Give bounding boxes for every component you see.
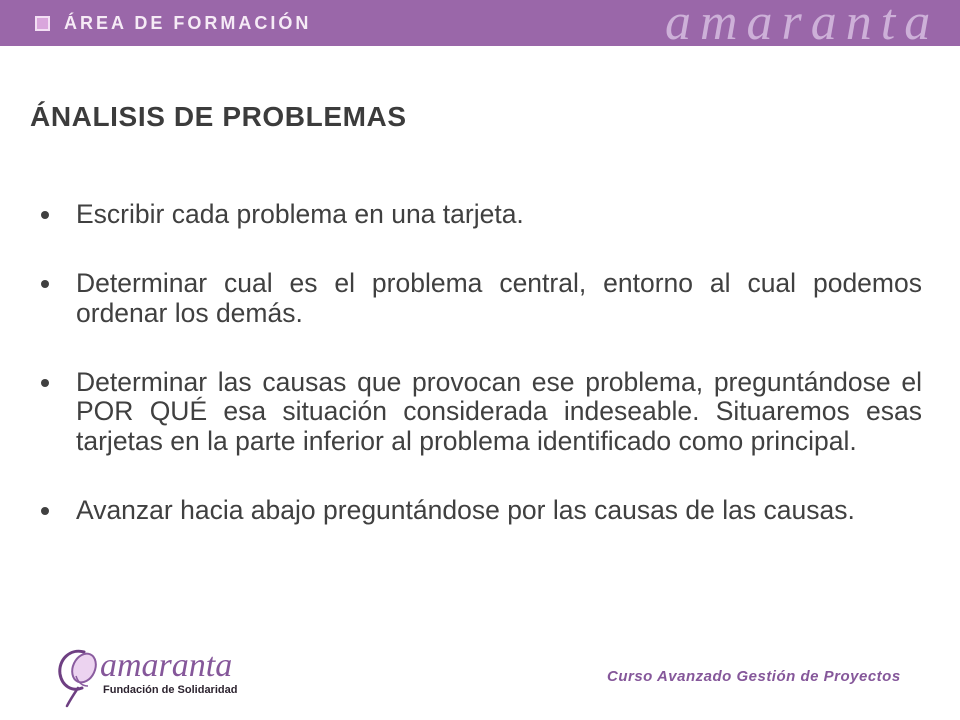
list-item bbox=[38, 496, 922, 526]
bullet-text: Determinar las causas que provocan ese problema, preguntándose el POR QUÉ esa situación considerada indeseable. Situaremos esas tarjetas en la parte inferior al problema identificado como principal. bbox=[76, 366, 922, 456]
lotus-figure-icon bbox=[54, 646, 102, 708]
square-bullet-icon bbox=[35, 16, 50, 31]
course-name: Curso Avanzado Gestión de Proyectos bbox=[607, 668, 901, 685]
bullet-list bbox=[38, 200, 922, 525]
list-item bbox=[38, 368, 922, 457]
section-title: ÁREA DE FORMACIÓN bbox=[64, 13, 312, 33]
header-bar bbox=[0, 0, 960, 46]
bullet-icon bbox=[41, 280, 49, 288]
slide-title: ÁNALISIS DE PROBLEMAS bbox=[30, 101, 407, 132]
footer-logo bbox=[54, 646, 244, 708]
icon-inner-petal bbox=[68, 650, 101, 686]
icon-stem bbox=[67, 688, 78, 706]
bullet-text: Escribir cada problema en una tarjeta. bbox=[76, 199, 524, 229]
bullet-icon bbox=[41, 379, 49, 387]
bullet-text: Determinar cual es el problema central, entorno al cual podemos ordenar los demás. bbox=[76, 268, 922, 328]
footer-logo-text: amaranta bbox=[100, 647, 233, 684]
footer-logo-subtitle: Fundación de Solidaridad bbox=[103, 684, 238, 696]
bullet-text: Avanzar hacia abajo preguntándose por las causas de las causas. bbox=[76, 494, 855, 525]
bullet-icon bbox=[41, 507, 49, 515]
brand-logo: amaranta bbox=[665, 0, 940, 46]
list-item bbox=[38, 269, 922, 328]
bullet-icon bbox=[41, 211, 49, 219]
list-item bbox=[38, 200, 922, 230]
